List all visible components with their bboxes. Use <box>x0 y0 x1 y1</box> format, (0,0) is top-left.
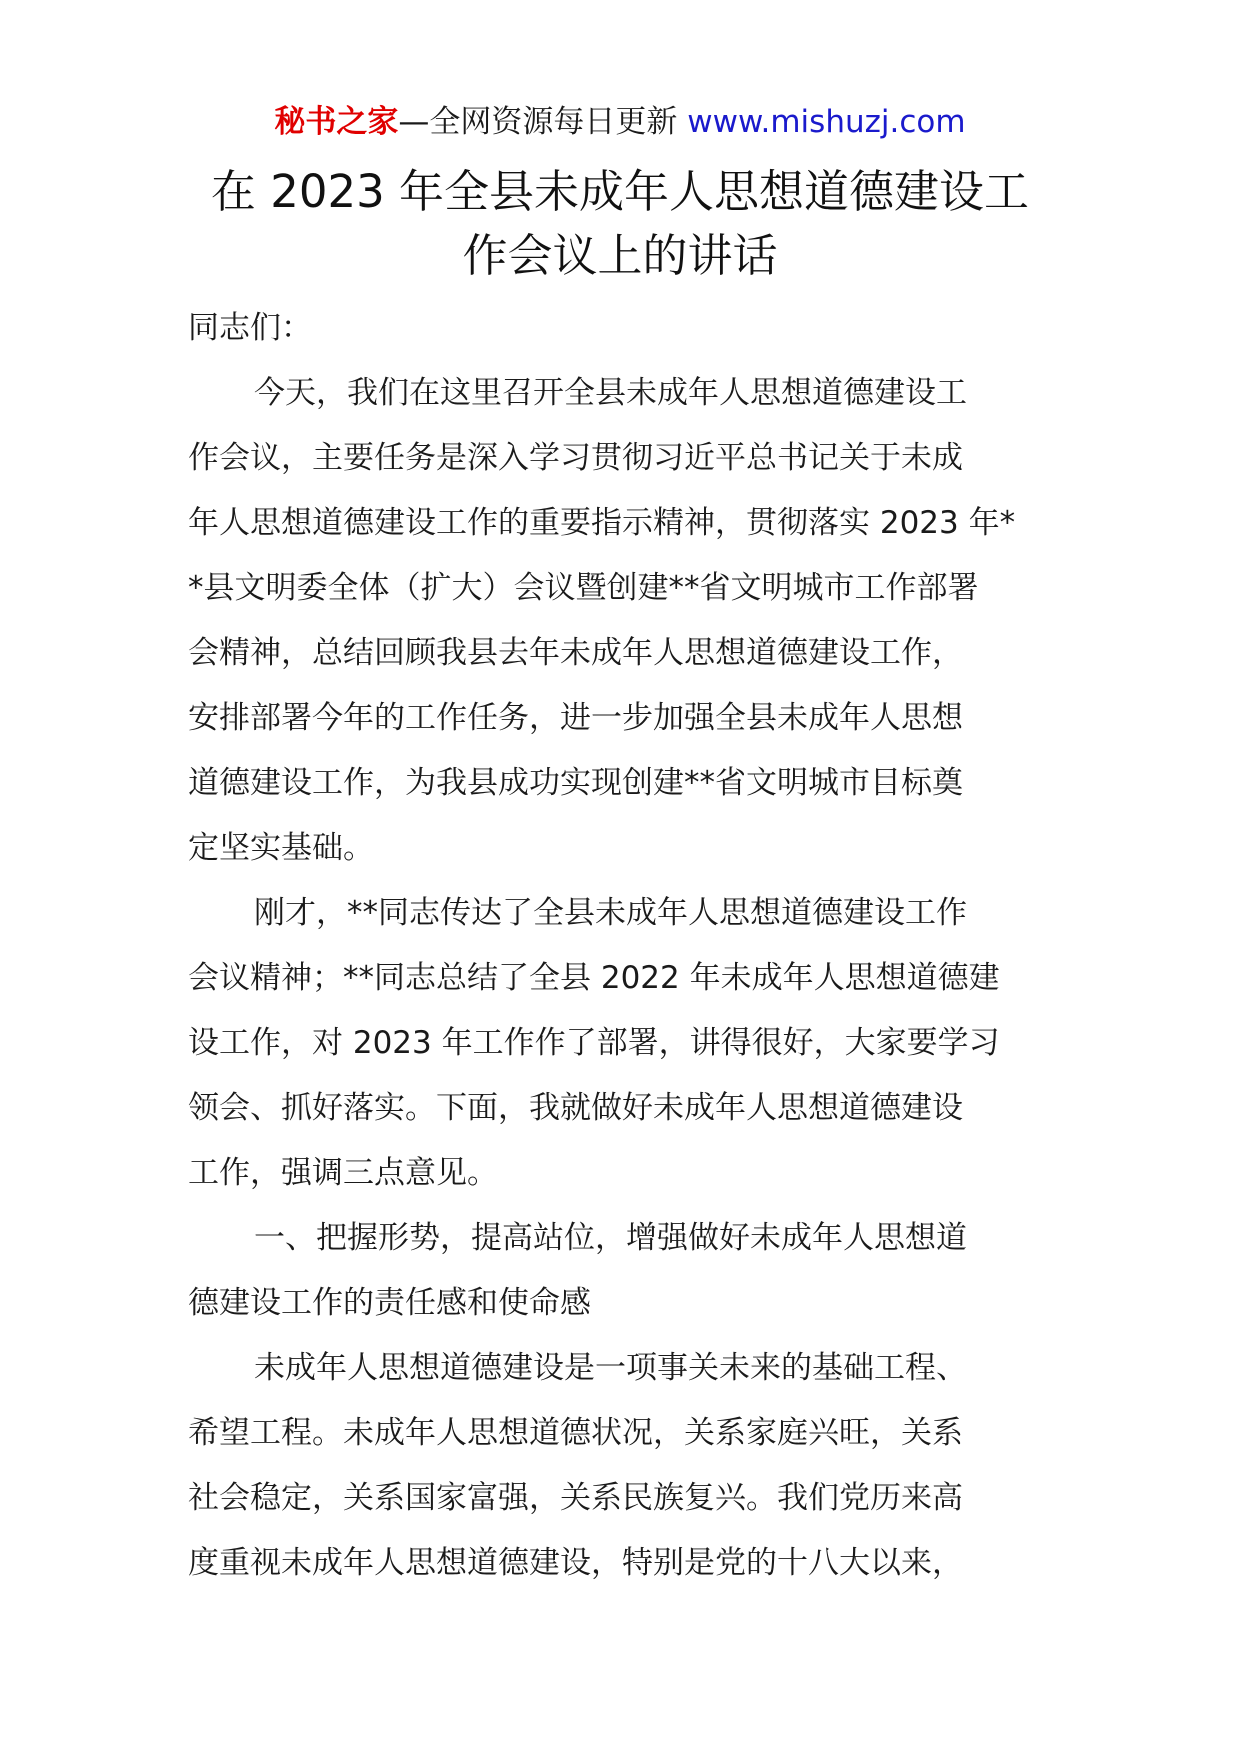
paragraph-1-line-4: *县文明委全体（扩大）会议暨创建**省文明城市工作部署 <box>188 570 979 606</box>
paragraph-3-line-4: 度重视未成年人思想道德建设，特别是党的十八大以来， <box>188 1545 963 1581</box>
title-line-2: 作会议上的讲话 <box>462 229 778 282</box>
title-line-1: 在 2023 年全县未成年人思想道德建设工 <box>210 165 1030 218</box>
paragraph-2-line-5: 工作，强调三点意见。 <box>188 1155 498 1191</box>
paragraph-2-line-1: 刚才，**同志传达了全县未成年人思想道德建设工作 <box>254 895 967 931</box>
paragraph-1-line-2: 作会议，主要任务是深入学习贯彻习近平总书记关于未成 <box>188 440 963 476</box>
site-header <box>0 100 1240 144</box>
paragraph-3-line-3: 社会稳定，关系国家富强，关系民族复兴。我们党历来高 <box>188 1480 963 1516</box>
salutation: 同志们： <box>188 310 312 346</box>
document-body <box>188 296 1048 1596</box>
site-url-link[interactable]: www.mishuzj.com <box>687 104 966 140</box>
paragraph-2-line-4: 领会、抓好落实。下面，我就做好未成年人思想道德建设 <box>188 1090 963 1126</box>
paragraph-3-line-1: 未成年人思想道德建设是一项事关未来的基础工程、 <box>254 1350 967 1386</box>
brand-name: 秘书之家 <box>274 104 399 140</box>
paragraph-1-line-5: 会精神，总结回顾我县去年未成年人思想道德建设工作， <box>188 635 963 671</box>
paragraph-1-line-3: 年人思想道德建设工作的重要指示精神，贯彻落实 2023 年* <box>188 505 1016 541</box>
document-title <box>190 160 1050 288</box>
paragraph-1-line-7: 道德建设工作，为我县成功实现创建**省文明城市目标奠 <box>188 765 963 801</box>
paragraph-3-line-2: 希望工程。未成年人思想道德状况，关系家庭兴旺，关系 <box>188 1415 963 1451</box>
paragraph-1-line-8: 定坚实基础。 <box>188 830 374 866</box>
paragraph-1-line-1: 今天，我们在这里召开全县未成年人思想道德建设工 <box>254 375 967 411</box>
paragraph-2-line-2: 会议精神；**同志总结了全县 2022 年未成年人思想道德建 <box>188 960 1000 996</box>
section-heading-1-line-2: 德建设工作的责任感和使命感 <box>188 1285 591 1321</box>
header-slogan: —全网资源每日更新 <box>398 104 678 140</box>
paragraph-1-line-6: 安排部署今年的工作任务，进一步加强全县未成年人思想 <box>188 700 963 736</box>
paragraph-2-line-3: 设工作，对 2023 年工作作了部署，讲得很好，大家要学习 <box>188 1025 1000 1061</box>
section-heading-1-line-1: 一、把握形势，提高站位，增强做好未成年人思想道 <box>254 1220 967 1256</box>
